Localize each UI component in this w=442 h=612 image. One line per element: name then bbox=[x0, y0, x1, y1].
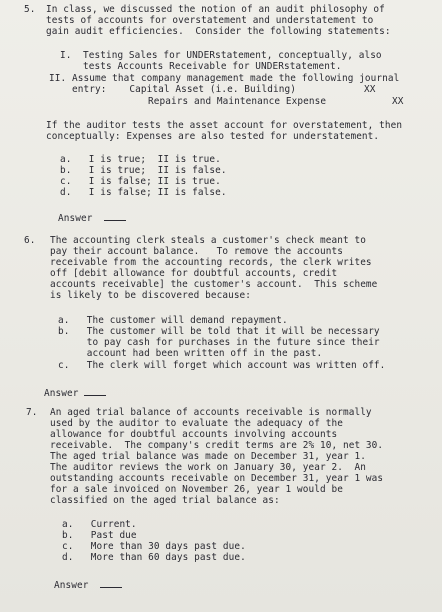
question-5-followup-line: conceptually: Expenses are also tested for understatement. bbox=[46, 131, 380, 142]
answer-label: Answer bbox=[44, 388, 79, 399]
statement-ii-line: II. Assume that company management made the following journal bbox=[49, 73, 400, 84]
question-6-stem-line: off [debit allowance for doubtful accounts, credit bbox=[50, 268, 338, 279]
question-6-stem-line: receivable from the accounting records, the clerk writes bbox=[50, 257, 372, 268]
question-7-stem-line: outstanding accounts receivable on December 31, year 1 was bbox=[50, 473, 384, 484]
journal-entry-debit-amount: XX bbox=[364, 84, 376, 95]
question-5-option: c. I is false; II is true. bbox=[60, 176, 221, 187]
question-7-stem-line: The aged trial balance was made on December 31, year 1. bbox=[50, 451, 366, 462]
question-7-option: c. More than 30 days past due. bbox=[62, 541, 246, 552]
question-7-stem-line: allowance for doubtful accounts involving accounts bbox=[50, 429, 338, 440]
question-7-stem-line: classified on the aged trial balance as: bbox=[50, 495, 280, 506]
question-6-option: account had been written off in the past. bbox=[58, 348, 323, 359]
question-5-answer bbox=[58, 212, 126, 224]
question-6-stem-line: The accounting clerk steals a customer's check meant to bbox=[50, 235, 366, 246]
answer-label: Answer bbox=[58, 213, 93, 224]
question-6-option: c. The clerk will forget which account was written off. bbox=[58, 360, 386, 371]
question-6-answer bbox=[44, 387, 106, 399]
question-6-number: 6. bbox=[24, 235, 36, 246]
answer-label: Answer bbox=[54, 580, 89, 591]
question-6-option: b. The customer will be told that it will be necessary bbox=[58, 326, 380, 337]
statement-i-line: tests Accounts Receivable for UNDERstatement. bbox=[60, 61, 342, 72]
answer-blank[interactable] bbox=[104, 212, 126, 221]
question-6-option: a. The customer will demand repayment. bbox=[58, 315, 288, 326]
question-5-option: a. I is true; II is true. bbox=[60, 154, 221, 165]
question-7-option: d. More than 60 days past due. bbox=[62, 552, 246, 563]
answer-blank[interactable] bbox=[100, 579, 122, 588]
question-6-option: to pay cash for purchases in the future since their bbox=[58, 337, 380, 348]
question-5-option: b. I is true; II is false. bbox=[60, 165, 227, 176]
question-6-stem-line: is likely to be discovered because: bbox=[50, 290, 252, 301]
question-7-option: b. Past due bbox=[62, 530, 137, 541]
question-7-option: a. Current. bbox=[62, 519, 137, 530]
answer-blank[interactable] bbox=[84, 387, 106, 396]
question-7-stem-line: An aged trial balance of accounts receivable is normally bbox=[50, 407, 372, 418]
journal-entry-credit: Repairs and Maintenance Expense bbox=[148, 96, 327, 107]
journal-entry-debit: entry: Capital Asset (i.e. Building) bbox=[49, 84, 297, 95]
question-5-option: d. I is false; II is false. bbox=[60, 187, 227, 198]
question-5-number: 5. bbox=[24, 4, 36, 15]
question-5-stem-line: tests of accounts for overstatement and understatement to bbox=[46, 15, 374, 26]
question-7-stem-line: used by the auditor to evaluate the adequacy of the bbox=[50, 418, 343, 429]
question-6-stem-line: accounts receivable] the customer's account. This scheme bbox=[50, 279, 378, 290]
question-7-number: 7. bbox=[26, 407, 38, 418]
question-7-answer bbox=[54, 579, 122, 591]
statement-i-line: I. Testing Sales for UNDERstatement, conceptually, also bbox=[60, 50, 382, 61]
question-5-stem-line: In class, we discussed the notion of an audit philosophy of bbox=[46, 4, 385, 15]
question-7-stem-line: The auditor reviews the work on January 30, year 2. An bbox=[50, 462, 366, 473]
question-7-stem-line: receivable. The company's credit terms are 2% 10, net 30. bbox=[50, 440, 384, 451]
question-6-stem-line: pay their account balance. To remove the accounts bbox=[50, 246, 343, 257]
question-5-followup-line: If the auditor tests the asset account for overstatement, then bbox=[46, 120, 403, 131]
question-7-stem-line: for a sale invoiced on November 26, year 1 would be bbox=[50, 484, 343, 495]
journal-entry-credit-amount: XX bbox=[392, 96, 404, 107]
question-5-stem-line: gain audit efficiencies. Consider the following statements: bbox=[46, 26, 391, 37]
